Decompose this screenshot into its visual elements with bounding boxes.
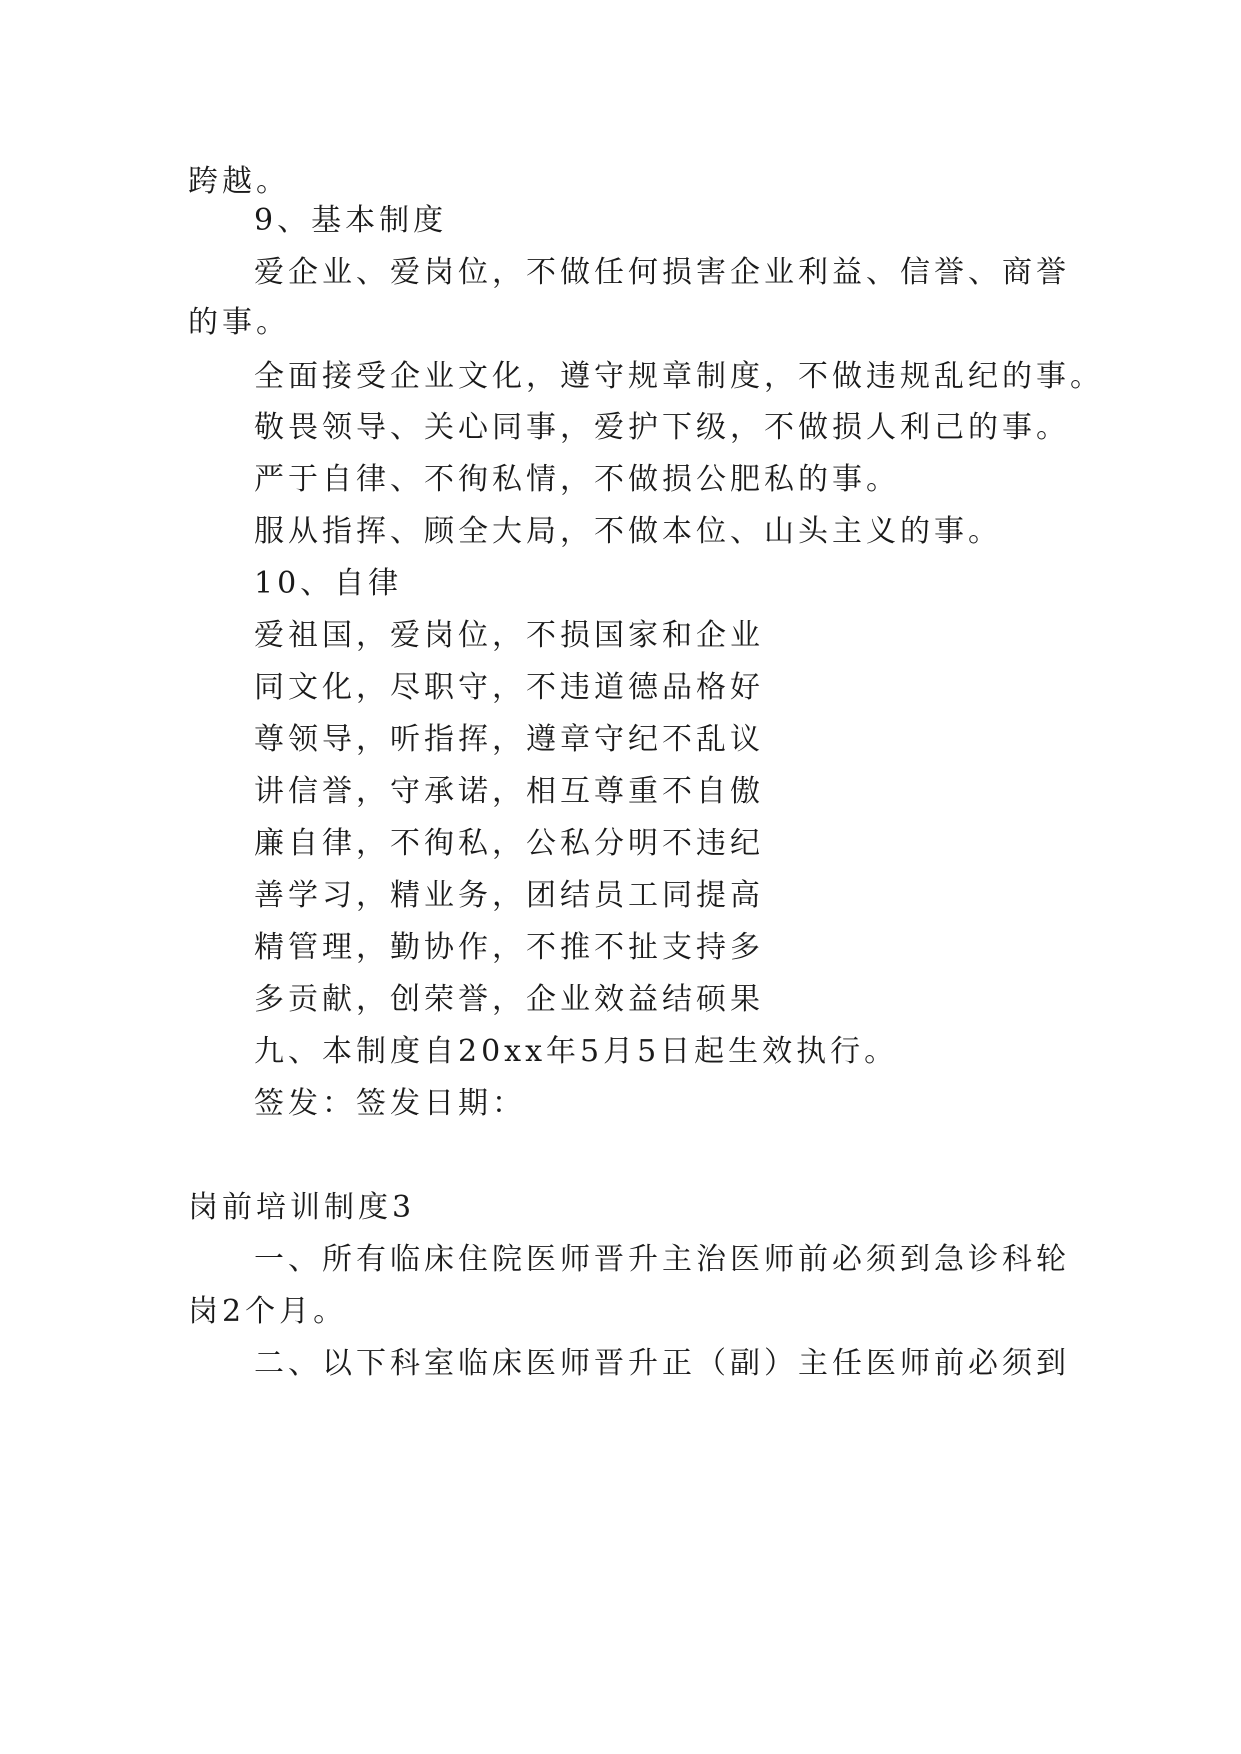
verse-line: 尊领导，听指挥，遵章守纪不乱议: [254, 722, 764, 757]
verse-line: 爱祖国，爱岗位，不损国家和企业: [254, 618, 764, 653]
text-line: 严于自律、不徇私情，不做损公肥私的事。: [254, 462, 900, 497]
text-line-continuation: 跨越。: [188, 164, 290, 199]
verse-line: 多贡献，创荣誉，企业效益结硕果: [254, 982, 764, 1017]
text-line: 服从指挥、顾全大局，不做本位、山头主义的事。: [254, 514, 1002, 549]
text-line: 全面接受企业文化，遵守规章制度，不做违规乱纪的事。: [254, 359, 1104, 394]
section-heading: 10、自律: [254, 566, 403, 601]
verse-line: 精管理，勤协作，不推不扯支持多: [254, 930, 764, 965]
text-line-continuation: 岗2个月。: [188, 1294, 348, 1329]
text-line: 爱企业、爱岗位，不做任何损害企业利益、信誉、商誉: [254, 255, 1070, 290]
text-line: 敬畏领导、关心同事，爱护下级，不做损人利己的事。: [254, 410, 1070, 445]
effective-date-line: 九、本制度自20xx年5月5日起生效执行。: [254, 1034, 899, 1069]
section-heading: 9、基本制度: [254, 203, 448, 238]
verse-line: 善学习，精业务，团结员工同提高: [254, 878, 764, 913]
text-line: 二、以下科室临床医师晋升正（副）主任医师前必须到: [254, 1346, 1070, 1381]
text-line-continuation: 的事。: [188, 305, 290, 340]
text-line: 一、所有临床住院医师晋升主治医师前必须到急诊科轮: [254, 1242, 1070, 1277]
verse-line: 同文化，尽职守，不违道德品格好: [254, 670, 764, 705]
verse-line: 廉自律，不徇私，公私分明不违纪: [254, 826, 764, 861]
signature-line: 签发：签发日期：: [254, 1086, 526, 1121]
verse-line: 讲信誉，守承诺，相互尊重不自傲: [254, 774, 764, 809]
document-title: 岗前培训制度3: [188, 1190, 416, 1225]
